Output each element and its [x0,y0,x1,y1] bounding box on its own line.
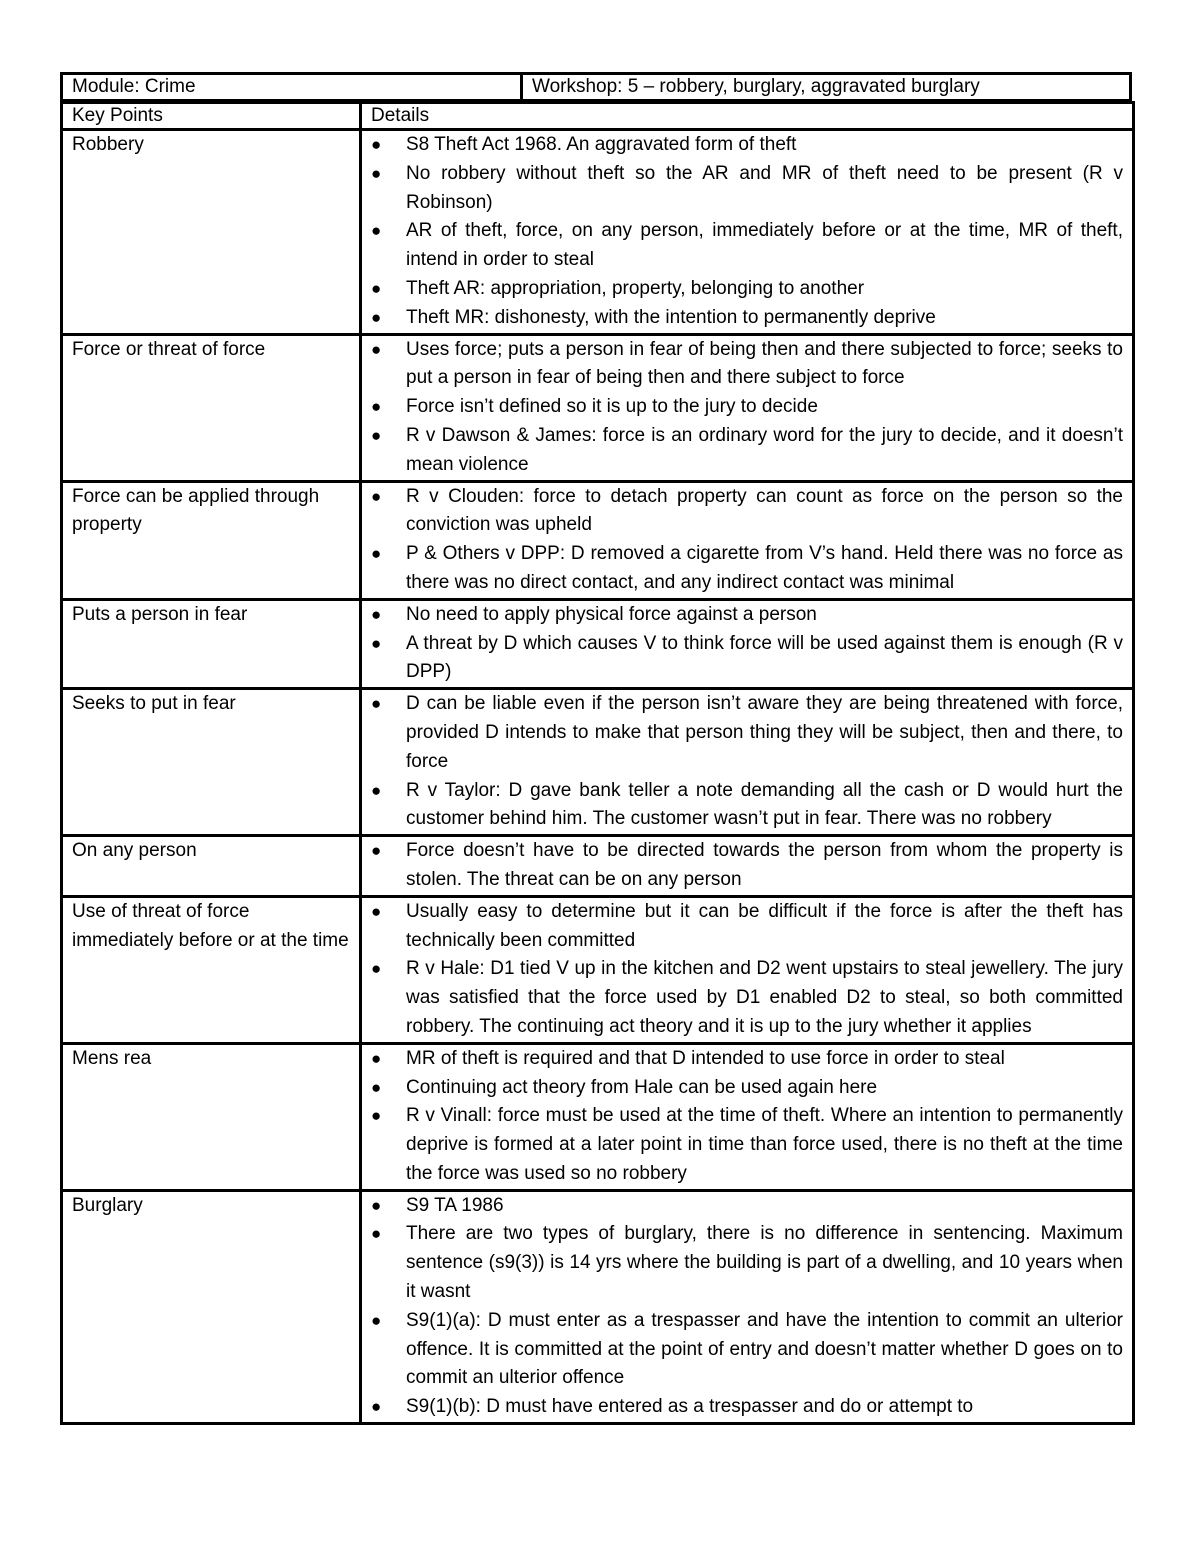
bullet-item [371,275,1123,304]
bullet-item [371,955,1123,1041]
bullet-list [371,336,1123,480]
bullet-icon: ● [371,841,382,861]
bullet-icon: ● [371,1397,382,1417]
bullet-list [371,837,1123,895]
key-point: Use of threat of force immediately before or at the time [62,896,361,1043]
bullet-item [371,837,1123,895]
bullet-icon: ● [371,1106,382,1126]
bullet-item [371,422,1123,480]
bullet-text: P & Others v DPP: D removed a cigarette from V’s hand. Held there was no force as there was no direct contact, and any indirect contact was minimal [406,543,1123,593]
bullet-item [371,690,1123,776]
key-points-header: Key Points [62,103,361,130]
bullet-text: R v Vinall: force must be used at the time of theft. Where an intention to permanently deprive is formed at a later point in time than force used, there is no theft at the time the force was used so no robbery [406,1105,1123,1184]
key-point: On any person [62,836,361,897]
bullet-text: R v Hale: D1 tied V up in the kitchen and D2 went upstairs to steal jewellery. The jury was satisfied that the force used by D1 enabled D2 to steal, so both committed robbery. The continuing act theory and it is up to the jury whether it applies [406,958,1123,1037]
bullet-text: Continuing act theory from Hale can be used again here [406,1076,878,1098]
bullet-text: Force doesn’t have to be directed towards the person from whom the property is stolen. The threat can be on any person [406,840,1123,890]
bullet-item [371,1074,1123,1103]
details-cell [361,896,1134,1043]
details-cell [361,334,1134,481]
bullet-icon: ● [371,694,382,714]
bullet-item [371,304,1123,333]
bullet-item [371,1220,1123,1306]
bullet-text: Force isn’t defined so it is up to the jury to decide [406,396,818,418]
bullet-text: R v Taylor: D gave bank teller a note demanding all the cash or D would hurt the customer behind him. The customer wasn’t put in fear. There was no robbery [406,779,1123,830]
table-row [62,481,1134,599]
key-point: Burglary [62,1190,361,1423]
bullet-item [371,1307,1123,1393]
bullet-text: No robbery without theft so the AR and MR of theft need to be present (R v Robinson) [406,162,1123,213]
bullet-text: MR of theft is required and that D intended to use force in order to steal [406,1047,1005,1069]
workshop-title: Workshop: 5 – robbery, burglary, aggravated burglary [532,76,980,97]
bullet-text: No need to apply physical force against a person [406,603,817,625]
header-row [60,72,1132,102]
bullet-item [371,217,1123,275]
bullet-icon: ● [371,604,382,624]
bullet-icon: ● [371,1310,382,1330]
key-point: Seeks to put in fear [62,689,361,836]
bullet-list [371,898,1123,1042]
bullet-list [371,483,1123,598]
bullet-text: S9(1)(b): D must have entered as a trespasser and do or attempt to [406,1396,974,1418]
details-cell [361,1190,1134,1423]
bullet-text: D can be liable even if the person isn’t aware they are being threatened with force, provided D intends to make that person thing they will be subject, then and there, to force [406,693,1123,772]
bullet-text: S9(1)(a): D must enter as a trespasser and have the intention to commit an ulterior offence. It is committed at the point of entry and doesn’t matter whether D goes on to commit an ulterior offence [406,1309,1123,1389]
table-row [62,130,1134,335]
details-cell [361,481,1134,599]
details-header: Details [361,103,1134,130]
bullet-icon: ● [371,959,382,979]
table-row [62,334,1134,481]
bullet-list [371,601,1123,687]
details-cell [361,599,1134,688]
bullet-icon: ● [371,901,382,921]
key-point: Mens rea [62,1043,361,1190]
module-title: Module: Crime [63,75,523,99]
bullet-item [371,777,1123,835]
key-point: Robbery [62,130,361,335]
key-point: Force or threat of force [62,334,361,481]
bullet-item [371,1102,1123,1188]
bullet-text: Uses force; puts a person in fear of being then and there subjected to force; seeks to put a person in fear of being then and there subject to force [406,338,1123,389]
bullet-icon: ● [371,135,382,154]
bullet-icon: ● [371,163,382,183]
bullet-icon: ● [371,1077,382,1097]
table-row [62,896,1134,1043]
bullet-icon: ● [371,1048,382,1068]
bullet-icon: ● [371,221,382,241]
bullet-text: Usually easy to determine but it can be difficult if the force is after the theft has technically been committed [406,900,1123,951]
bullet-text: S9 TA 1986 [406,1194,504,1216]
details-cell [361,689,1134,836]
bullet-item [371,630,1123,688]
bullet-text: R v Clouden: force to detach property can count as force on the person so the conviction was upheld [406,485,1123,536]
details-cell [361,1043,1134,1190]
bullet-icon: ● [371,425,382,445]
table-row [62,599,1134,688]
bullet-text: AR of theft, force, on any person, immediately before or at the time, MR of theft, intend in order to steal [406,220,1123,271]
bullet-icon: ● [371,486,382,506]
bullet-icon: ● [371,339,382,359]
bullet-text: Theft MR: dishonesty, with the intention to permanently deprive [406,306,936,328]
bullet-item [371,393,1123,422]
bullet-item [371,336,1123,394]
bullet-item [371,540,1123,598]
bullet-icon: ● [371,544,382,564]
bullet-text: A threat by D which causes V to think force will be used against them is enough (R v DPP) [406,632,1123,683]
bullet-icon: ● [371,278,382,298]
details-cell [361,130,1134,335]
table-row [62,689,1134,836]
key-point: Force can be applied through property [62,481,361,599]
bullet-icon: ● [371,1224,382,1244]
bullet-text: Theft AR: appropriation, property, belonging to another [406,277,865,299]
bullet-text: There are two types of burglary, there is no difference in sentencing. Maximum sentence (s9(3)) is 14 yrs where the building is part of a dwelling, and 10 years when it wasnt [406,1223,1123,1303]
bullet-icon: ● [371,307,382,327]
bullet-item [371,898,1123,956]
bullet-list [371,1192,1123,1422]
details-cell [361,836,1134,897]
bullet-icon: ● [371,633,382,653]
bullet-text: R v Dawson & James: force is an ordinary word for the jury to decide, and it doesn’t mean violence [406,424,1123,475]
bullet-list [371,131,1123,333]
bullet-item [371,160,1123,218]
column-header-row [62,103,1134,130]
bullet-icon: ● [371,1195,382,1215]
bullet-item [371,601,1123,630]
table-row [62,1190,1134,1423]
table-row [62,1043,1134,1190]
bullet-item [371,483,1123,541]
notes-table [60,101,1135,1425]
table-row [62,836,1134,897]
bullet-text: S8 Theft Act 1968. An aggravated form of theft [406,134,797,155]
bullet-item [371,1192,1123,1221]
bullet-icon: ● [371,397,382,417]
bullet-item [371,1045,1123,1074]
bullet-list [371,1045,1123,1189]
bullet-icon: ● [371,780,382,800]
bullet-item [371,1393,1123,1422]
bullet-list [371,690,1123,834]
key-point: Puts a person in fear [62,599,361,688]
bullet-item [371,131,1123,160]
